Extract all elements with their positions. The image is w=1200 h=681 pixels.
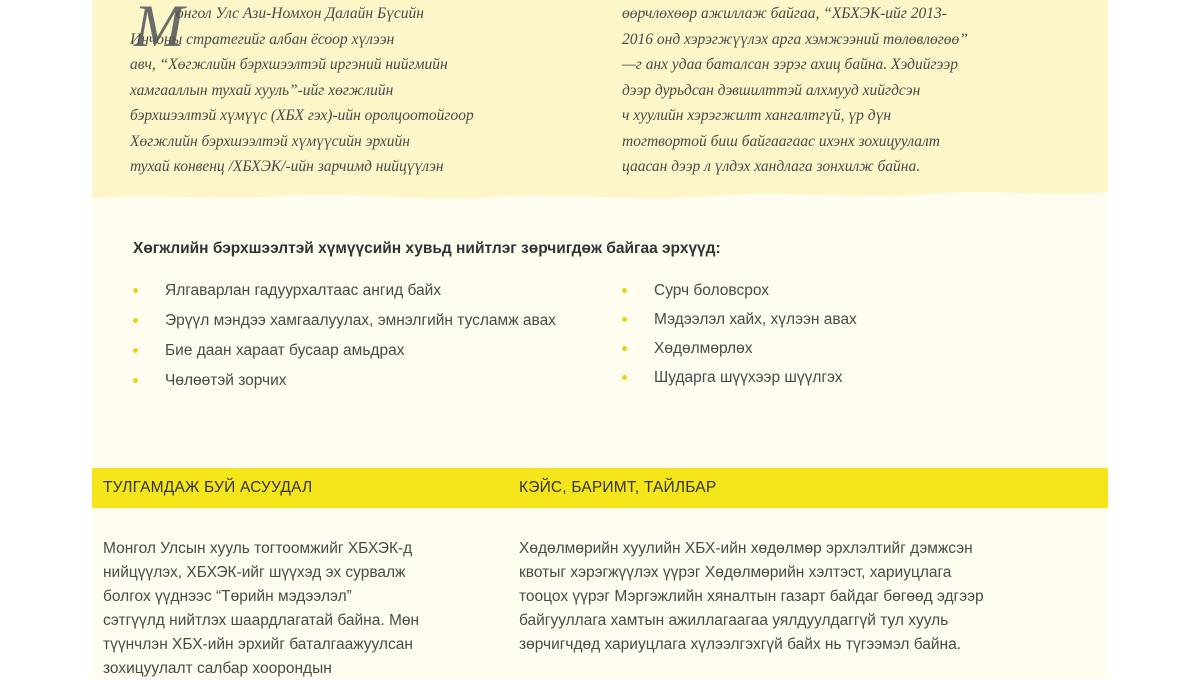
- intro-left-line: онгол Улс Ази-Номхон Далайн Бүсийн: [176, 5, 424, 22]
- column-header-cases: КЭЙС, БАРИМТ, ТАЙЛБАР: [519, 479, 717, 496]
- bullet-dot-icon: [622, 317, 627, 322]
- list-item-text: Эрүүл мэндээ хамгаалуулах, эмнэлгийн тусламж авах: [165, 312, 556, 329]
- text-line: зөрчигчдөд хариуцлага хүлээлгэхгүй байх нь түгээмэл байна.: [519, 636, 962, 653]
- list-item-text: Шударга шүүхээр шүүлгэх: [654, 369, 843, 386]
- intro-right-line: дээр дурьдсан дэвшилттэй алхмууд хийгдсэн: [622, 81, 921, 99]
- list-item-text: Ялгаварлан гадуурхалтаас ангид байх: [165, 282, 442, 299]
- intro-right-column: [622, 1, 968, 180]
- text-line: түүнчлэн ХБХ-ийн эрхийг баталгаажуулсан: [103, 636, 413, 653]
- list-item-text: Чөлөөтэй зорчих: [165, 372, 287, 389]
- intro-left-line: тухай конвенц /ХБХЭК/-ийн зарчимд нийцүүлэн: [130, 158, 444, 175]
- intro-left-line: авч, “Хөгжлийн бэрхшээлтэй иргэний нийгмийн: [130, 56, 448, 73]
- text-line: квотыг хэрэгжүүлэх үүрэг Хөдөлмөрийн хэлтэст, хариуцлага: [519, 564, 952, 581]
- list-item: [133, 370, 593, 391]
- list-item: [133, 280, 593, 301]
- intro-right-line: 2016 онд хэрэгжүүлэх арга хэмжээний төлөвлөгөө”: [622, 30, 968, 48]
- text-line: зохицуулалт салбар хоорондын: [103, 660, 332, 677]
- bullet-dot-icon: [133, 378, 138, 383]
- drop-cap: М: [134, 0, 184, 59]
- cases-text: [519, 537, 984, 657]
- text-line: тооцох үүрэг Мэргэжлийн хяналтын газарт байдаг бөгөөд эдгээр: [519, 588, 984, 605]
- intro-left-line: Инчоны стратегийг албан ёсоор хүлээн: [130, 30, 395, 48]
- list-item-text: Мэдээлэл хайх, хүлээн авах: [654, 311, 857, 328]
- bullet-dot-icon: [133, 318, 138, 323]
- bullet-dot-icon: [622, 375, 627, 380]
- list-item: [622, 280, 1042, 301]
- intro-left-line: хамгааллын тухай хууль”-ийг хөгжлийн: [130, 81, 394, 99]
- text-line: болгох үүднээс “Төрийн мэдээлэл”: [103, 588, 352, 605]
- list-item: [622, 367, 1042, 388]
- text-line: Хөдөлмөрийн хуулийн ХБХ-ийн хөдөлмөр эрхлэлтийг дэмжсэн: [519, 540, 973, 557]
- column-header-issues: ТУЛГАМДАЖ БУЙ АСУУДАЛ: [103, 479, 313, 496]
- rights-list-right: [622, 280, 1042, 388]
- list-item-text: Бие даан хараат бусаар амьдрах: [165, 342, 405, 359]
- rights-list-left: [133, 280, 593, 391]
- intro-right-line: —г анх удаа баталсан зэрэг ахиц байна. Хэдийгээр: [622, 56, 958, 73]
- text-line: байгууллага хамтын ажиллагаагаа уялдуулдаггүй тул хууль: [519, 612, 949, 629]
- rights-heading: Хөгжлийн бэрхшээлтэй хүмүүсийн хувьд нийтлэг зөрчигдөж байгаа эрхүүд:: [133, 240, 721, 257]
- list-item: [133, 310, 593, 331]
- intro-right-line: өөрчлөхөөр ажиллаж байгаа, “ХБХЭК-ийг 2013-: [622, 5, 947, 22]
- list-item-text: Сурч боловсрох: [654, 282, 770, 299]
- intro-left-line: Хөгжлийн бэрхшээлтэй хүмүүсийн эрхийн: [130, 132, 410, 150]
- bullet-dot-icon: [133, 348, 138, 353]
- intro-right-line: цаасан дээр л үлдэх хандлага зонхилж байна.: [622, 158, 921, 175]
- intro-right-line: ч хуулийн хэрэгжилт хангалтгүй, үр дүн: [622, 107, 892, 124]
- intro-box-torn-edge: [92, 178, 1108, 204]
- intro-right-line: тогтвортой биш байгаагаас ихэнх зохицуулалт: [622, 132, 940, 150]
- issues-text: [103, 537, 419, 681]
- text-line: нийцүүлэх, ХБХЭК-ийг шүүхэд эх сурвалж: [103, 564, 406, 581]
- text-line: сэтгүүлд нийтлэх шаардлагатай байна. Мөн: [103, 612, 420, 629]
- list-item: [622, 338, 1042, 359]
- text-line: Монгол Улсын хууль тогтоомжийг ХБХЭК-д: [103, 540, 413, 557]
- intro-left-column: [130, 1, 474, 180]
- list-item-text: Хөдөлмөрлөх: [654, 340, 753, 357]
- bullet-dot-icon: [622, 288, 627, 293]
- list-item: [133, 340, 593, 361]
- intro-left-line: бэрхшээлтэй хүмүүс (ХБХ гэх)-ийн оролцоотойгоор: [130, 107, 474, 124]
- bullet-dot-icon: [622, 346, 627, 351]
- bullet-dot-icon: [133, 288, 138, 293]
- list-item: [622, 309, 1042, 330]
